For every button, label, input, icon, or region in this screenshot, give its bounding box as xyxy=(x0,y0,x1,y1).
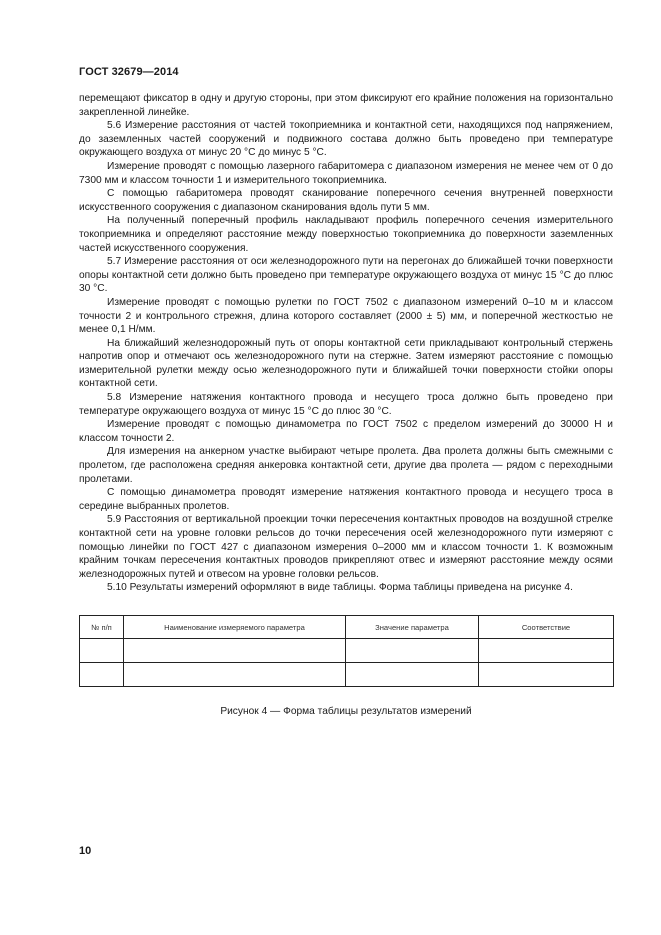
table-header-row xyxy=(80,616,614,639)
table-cell xyxy=(124,663,346,687)
table-cell xyxy=(80,663,124,687)
paragraph: На ближайший железнодорожный путь от опоры контактной сети прикладывают контрольный стержень напротив опор и отмечают ось железнодорожного пути на стержне. Затем измеряют расстояние с помощью измерительной рулетки между осью железнодорожного пути и ближайшей точки поверхности стойки опоры контактной сети. xyxy=(79,337,613,390)
table-cell xyxy=(479,663,614,687)
paragraph: Для измерения на анкерном участке выбирают четыре пролета. Два пролета должны быть смежными с пролетом, где расположена средняя анкеровка контактной сети, другие два пролета — рядом с переходными пролетами. xyxy=(79,446,613,485)
table-cell xyxy=(346,639,479,663)
column-header-compliance: Соответствие xyxy=(479,616,614,639)
paragraph: На полученный поперечный профиль накладывают профиль поперечного сечения измерительного токоприемника и определяют расстояние между поверхностью токоприемника до поверхности заземленных частей искусственного сооружения. xyxy=(79,215,613,254)
column-header-parameter-name: Наименование измеряемого параметра xyxy=(124,616,346,639)
page-number: 10 xyxy=(79,845,92,857)
table-row xyxy=(80,663,614,687)
paragraph: перемещают фиксатор в одну и другую стороны, при этом фиксируют его крайние положения на горизонтально закрепленной линейке. xyxy=(79,93,613,118)
paragraph: 5.10 Результаты измерений оформляют в виде таблицы. Форма таблицы приведена на рисунке 4. xyxy=(107,582,573,594)
paragraph: Измерение проводят с помощью динамометра по ГОСТ 7502 с пределом измерений до 30000 Н и классом точности 2. xyxy=(79,419,613,444)
results-table-form xyxy=(79,615,614,687)
column-header-number: № п/п xyxy=(80,616,124,639)
document-header: ГОСТ 32679—2014 xyxy=(79,66,179,78)
paragraph: Измерение проводят с помощью рулетки по ГОСТ 7502 с диапазоном измерений 0–10 м и классом точности 2 и контрольного стрежня, длина которого составляет (2000 ± 5) мм, и поперечной жесткостью не менее 0,1 Н/мм. xyxy=(79,296,613,336)
table-row xyxy=(80,639,614,663)
paragraph: Измерение проводят с помощью лазерного габаритомера с диапазоном измерения не менее чем от 0 до 7300 мм и классом точности 1 и измерительного токоприемника. xyxy=(79,160,613,186)
paragraph: 5.7 Измерение расстояния от оси железнодорожного пути на перегонах до ближайшей точки поверхности опоры контактной сети должно быть проведено при температуре окружающего воздуха от минус 15 °С до плюс 30 °С. xyxy=(79,256,613,295)
column-header-parameter-value: Значение параметра xyxy=(346,616,479,639)
table-cell xyxy=(124,639,346,663)
table-cell xyxy=(479,639,614,663)
paragraph: 5.6 Измерение расстояния от частей токоприемника и контактной сети, находящихся под напряжением, до заземленных частей сооружений и подвижного состава должно быть проведено при температуре окружающего воздуха от минус 20 °С до минус 5 °С. xyxy=(79,120,613,159)
paragraph: 5.8 Измерение натяжения контактного провода и несущего троса должно быть проведено при температуре окружающего воздуха от минус 15 °С до плюс 30 °С. xyxy=(79,392,613,417)
body-text xyxy=(79,92,613,595)
table-cell xyxy=(346,663,479,687)
table-cell xyxy=(80,639,124,663)
paragraph: С помощью габаритомера проводят сканирование поперечного сечения внутренней поверхности искусственного сооружения с диапазоном сканирования вдоль пути 5 мм. xyxy=(79,188,613,213)
figure-caption: Рисунок 4 — Форма таблицы результатов измерений xyxy=(220,706,472,717)
paragraph: С помощью динамометра проводят измерение натяжения контактного провода и несущего троса в середине выбранных пролетов. xyxy=(79,487,613,512)
paragraph: 5.9 Расстояния от вертикальной проекции точки пересечения контактных проводов на воздушной стрелке контактной сети на уровне головки рельсов до точки пересечения осей железнодорожного пути измеряют с помощью линейки по ГОСТ 427 с диапазоном измерения 0–2000 мм и классом точности 1. К возможным крайним точкам пересечения контактных проводов прикрепляют отвес и измеряют расстояние между осями железнодорожных путей и отвесом на уровне головки рельсов. xyxy=(79,514,613,580)
